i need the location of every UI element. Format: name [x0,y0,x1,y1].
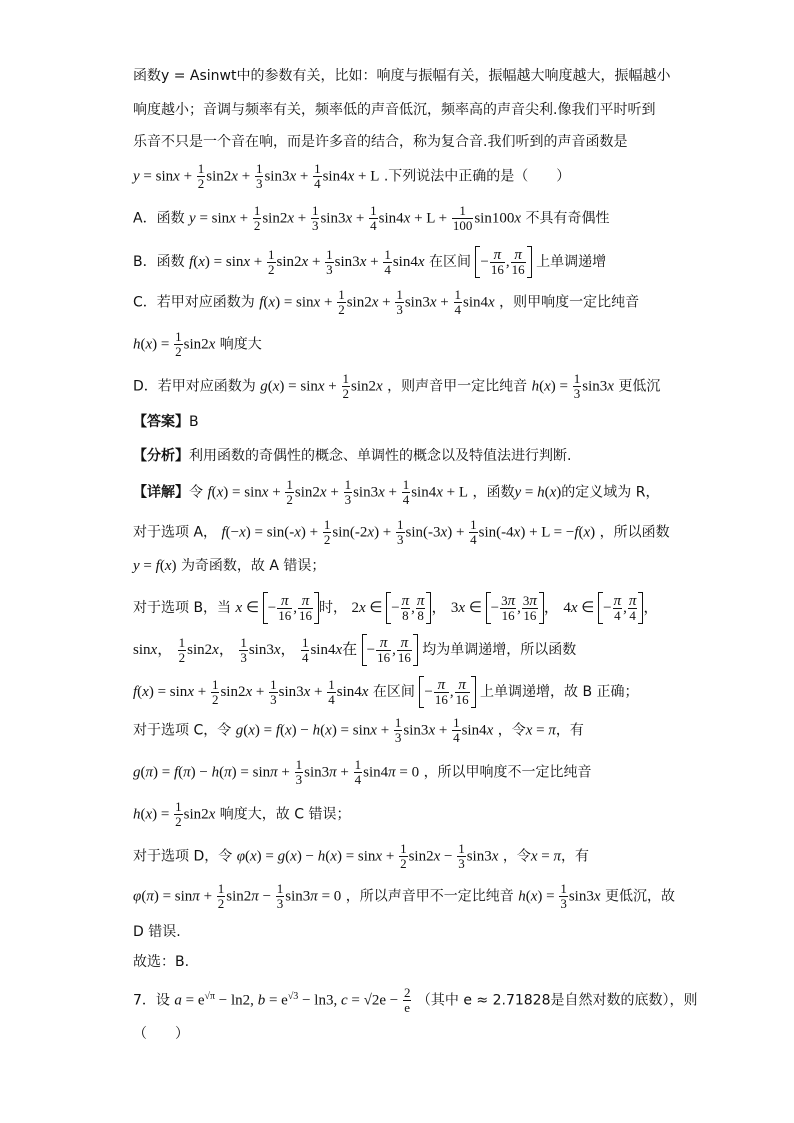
detail-d-line-3: D 错误. [133,924,181,940]
detail-a-line-1: 对于选项 A， f(−x) = sin(-x) + $\frac{1}{2}$ sin(-2x) + $\frac{1}{3}$ sin(-3x) + $\frac{1}{4}$ sin(-4x) + L = −f(x) ，所以函数 [133,517,670,547]
question-7-line-2: （ ） [133,1026,189,1042]
detail-d-line-1: 对于选项 D，令 φ(x) = g(x) − h(x) = sinx + $\frac{1}{2}$ sin2x − $\frac{1}{3}$ sin3x ，令x = π，有 [133,841,590,871]
sound-function-formula: y = sinx + $\frac{1}{2}$ sin2x + $\frac{1}{3}$ sin3x + $\frac{1}{4}$ sin4x + L .下列说法中正确的是（ ） [133,161,571,191]
question-7-line-1: 7．设 $a = e^{√\pi} - \ln 2$, $b = e^{√3} - \ln 3$, c = √2e − $\frac{2}{e}$ （其中 e ≈ 2.71828是自然对数的底数），则 [133,985,698,1015]
detail-line-1: 【详解】令 f(x) = sinx + $\frac{1}{2}$ sin2x + $\frac{1}{3}$ sin3x + $\frac{1}{4}$ sin4x + L ，函数y = h(x)的定义域为 R， [133,477,660,507]
intro-line-3: 乐音不只是一个音在响，而是许多音的结合，称为复合音.我们听到的声音函数是 [133,134,628,150]
answer-line: 【答案】B [133,414,199,430]
analysis-line: 【分析】利用函数的奇偶性的概念、单调性的概念以及特值法进行判断. [133,448,572,464]
detail-b-line-3: f(x) = sinx + $\frac{1}{2}$ sin2x + $\frac{1}{3}$ sin3x + $\frac{1}{4}$ sin4x 在区间 − $\frac{\pi}{16}$ , $\frac{\pi}{16}$ 上单调递增，故 B 正确； [133,676,639,707]
intro-line-2: 响度越小；音调与频率有关，频率低的声音低沉，频率高的声音尖利.像我们平时听到 [133,102,656,118]
detail-a-line-2: y = f(x) 为奇函数，故 A 错误； [133,558,326,574]
option-c-line-2: h(x) = $\frac{1}{2}$ sin2x 响度大 [133,329,262,359]
detail-c-line-1: 对于选项 C，令 g(x) = f(x) − h(x) = sinx + $\frac{1}{3}$ sin3x + $\frac{1}{4}$ sin4x ，令x = π，有 [133,715,584,745]
option-a: A．函数 y = sinx + $\frac{1}{2}$ sin2x + $\frac{1}{3}$ sin3x + $\frac{1}{4}$ sin4x + L + $\frac{1}{100}$ sin100x 不具有奇偶性 [133,203,610,233]
conclusion-line: 故选：B. [133,954,190,970]
option-d: D．若甲对应函数为 g(x) = sinx + $\frac{1}{2}$ sin2x ，则声音甲一定比纯音 h(x) = $\frac{1}{3}$ sin3x 更低沉 [133,371,661,401]
detail-b-line-1: 对于选项 B，当 x ∈ − $\frac{\pi}{16}$ , $\frac{\pi}{16}$ 时， 2x ∈ − $\frac{\pi}{8}$ , $\frac{\pi}{8}$ ， 3x ∈ − $\frac{3\pi}{16}$ , $\frac{3\pi}{16}$ ， 4x ∈ − $\frac{\pi}{4}$ , $\frac{\pi}{4}$ ， [133,592,659,623]
intro-line-1: 函数y = Asinwt中的参数有关，比如：响度与振幅有关，振幅越大响度越大，振幅越小 [133,68,671,84]
detail-c-line-2: g(π) = f(π) − h(π) = sinπ + $\frac{1}{3}$ sin3π + $\frac{1}{4}$ sin4π = 0 ，所以甲响度不一定比纯音 [133,757,592,787]
option-c: C．若甲对应函数为 f(x) = sinx + $\frac{1}{2}$ sin2x + $\frac{1}{3}$ sin3x + $\frac{1}{4}$ sin4x ，则甲响度一定比纯音 [133,287,640,317]
detail-d-line-2: φ(π) = sinπ + $\frac{1}{2}$ sin2π − $\frac{1}{3}$ sin3π = 0 ，所以声音甲不一定比纯音 h(x) = $\frac{1}{3}$ sin3x 更低沉，故 [133,881,675,911]
option-b: B．函数 f(x) = sinx + $\frac{1}{2}$ sin2x + $\frac{1}{3}$ sin3x + $\frac{1}{4}$ sin4x 在区间 − $\frac{\pi}{16}$ , $\frac{\pi}{16}$ 上单调递增 [133,246,607,277]
detail-c-line-3: h(x) = $\frac{1}{2}$ sin2x 响度大，故 C 错误； [133,799,351,829]
detail-b-line-2: sinx， $\frac{1}{2}$ sin2x， $\frac{1}{3}$ sin3x， $\frac{1}{4}$ sin4x在 − $\frac{\pi}{16}$ , $\frac{\pi}{16}$ 均为单调递增，所以函数 [133,634,577,665]
